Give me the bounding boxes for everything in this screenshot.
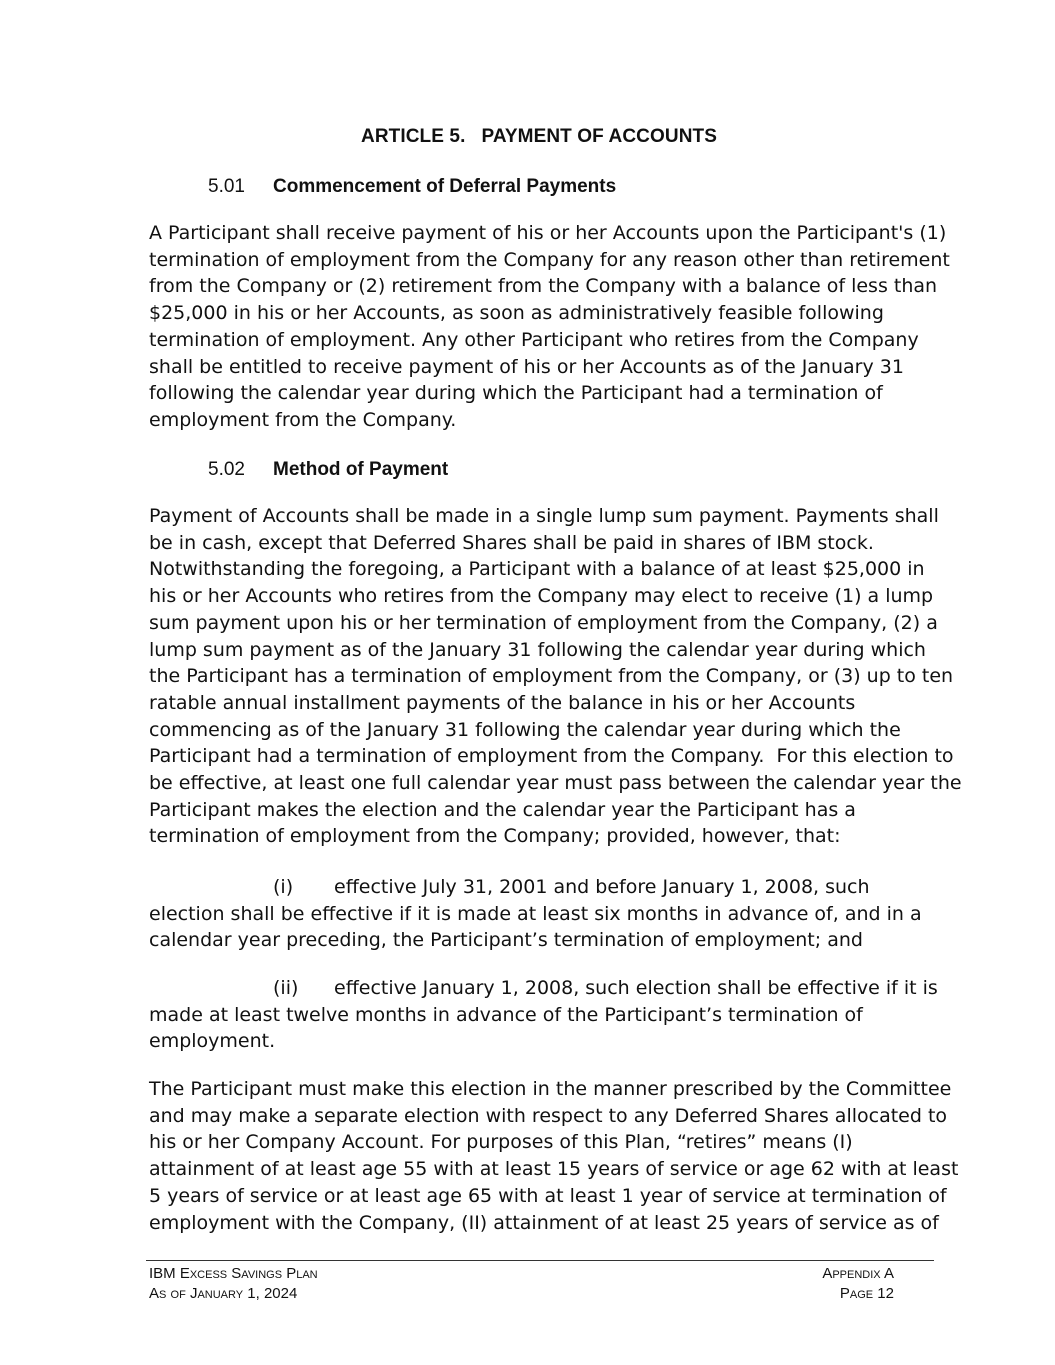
- subitem-first-line: [149, 874, 949, 901]
- section-heading-5-01: [208, 174, 616, 199]
- subitem-ii: [149, 975, 949, 1055]
- footer-appendix: Appendix A: [822, 1265, 894, 1282]
- section-number: 5.01: [208, 176, 245, 197]
- section-5-02-paragraph: [149, 503, 962, 850]
- paragraph-line: Notwithstanding the foregoing, a Participant with a balance of at least $25,000 in: [149, 558, 925, 581]
- paragraph-line: election shall be effective if it is made at least six months in advance of, and in a: [149, 902, 922, 925]
- article-heading: [149, 126, 929, 148]
- paragraph-line: calendar year preceding, the Participant’s termination of employment; and: [149, 929, 863, 952]
- paragraph-line: and may make a separate election with respect to any Deferred Shares allocated to: [149, 1104, 948, 1127]
- paragraph-line: be effective, at least one full calendar year must pass between the calendar year the: [149, 772, 962, 795]
- article-number: ARTICLE 5.: [361, 126, 466, 147]
- footer-left: [149, 1264, 318, 1304]
- paragraph-line: termination of employment. Any other Participant who retires from the Company: [149, 328, 919, 351]
- article-title: PAYMENT OF ACCOUNTS: [481, 126, 717, 147]
- paragraph-line: Payment of Accounts shall be made in a single lump sum payment. Payments shall: [149, 505, 939, 527]
- paragraph-line: Participant had a termination of employment from the Company. For this election to: [149, 745, 954, 768]
- subitem-first-line: [149, 975, 949, 1002]
- paragraph-line: The Participant must make this election in the manner prescribed by the Committee: [149, 1078, 952, 1100]
- paragraph-line: A Participant shall receive payment of his or her Accounts upon the Participant's (1): [149, 222, 947, 244]
- footer-right: [760, 1264, 894, 1304]
- paragraph-line: made at least twelve months in advance of the Participant’s termination of: [149, 1003, 863, 1026]
- paragraph-line: employment with the Company, (II) attainment of at least 25 years of service as of: [149, 1211, 939, 1234]
- paragraph-line: the Participant has a termination of employment from the Company, or (3) up to ten: [149, 665, 954, 688]
- footer-page-number: Page 12: [839, 1285, 894, 1302]
- paragraph-line: employment from the Company.: [149, 408, 457, 431]
- paragraph-line: ratable annual installment payments of the balance in his or her Accounts: [149, 691, 856, 714]
- paragraph-line: employment.: [149, 1030, 276, 1053]
- paragraph-line: attainment of at least age 55 with at least 15 years of service or age 62 with at least: [149, 1158, 959, 1181]
- section-title: Commencement of Deferral Payments: [273, 176, 617, 197]
- footer-plan-name: IBM Excess Savings Plan: [149, 1265, 318, 1282]
- paragraph-line: 5 years of service or at least age 65 with at least 1 year of service at termination of: [149, 1184, 947, 1207]
- paragraph-line: Participant makes the election and the calendar year the Participant has a: [149, 798, 856, 821]
- subitem-marker: (ii): [273, 977, 299, 999]
- subitem-i: [149, 874, 949, 954]
- paragraph-line: termination of employment from the Company for any reason other than retirement: [149, 248, 950, 271]
- paragraph-line: shall be entitled to receive payment of his or her Accounts as of the January 31: [149, 355, 904, 378]
- paragraph-line: sum payment upon his or her termination of employment from the Company, (2) a: [149, 611, 938, 634]
- paragraph-line: following the calendar year during which the Participant had a termination of: [149, 382, 883, 405]
- section-title: Method of Payment: [273, 459, 449, 480]
- paragraph-line: commencing as of the January 31 following the calendar year during which the: [149, 718, 901, 741]
- paragraph-line: his or her Accounts who retires from the Company may elect to receive (1) a lump: [149, 585, 934, 608]
- paragraph-line: termination of employment from the Company; provided, however, that:: [149, 825, 841, 848]
- section-5-01-paragraph: [149, 220, 949, 434]
- footer-date: As of January 1, 2024: [149, 1285, 298, 1302]
- paragraph-line: his or her Company Account. For purposes of this Plan, “retires” means (I): [149, 1131, 853, 1154]
- paragraph-line: from the Company or (2) retirement from the Company with a balance of less than: [149, 275, 938, 298]
- footer-divider: [146, 1260, 934, 1261]
- subitem-marker: (i): [273, 876, 294, 898]
- closing-paragraph: [149, 1076, 959, 1236]
- section-heading-5-02: [208, 457, 448, 482]
- paragraph-line: lump sum payment as of the January 31 following the calendar year during which: [149, 638, 926, 661]
- subitem-first-text: effective January 1, 2008, such election shall be effective if it is: [334, 977, 938, 999]
- paragraph-line: $25,000 in his or her Accounts, as soon as administratively feasible following: [149, 302, 884, 325]
- section-number: 5.02: [208, 459, 245, 480]
- paragraph-line: be in cash, except that Deferred Shares shall be paid in shares of IBM stock.: [149, 531, 874, 554]
- subitem-first-text: effective July 31, 2001 and before January 1, 2008, such: [334, 876, 870, 898]
